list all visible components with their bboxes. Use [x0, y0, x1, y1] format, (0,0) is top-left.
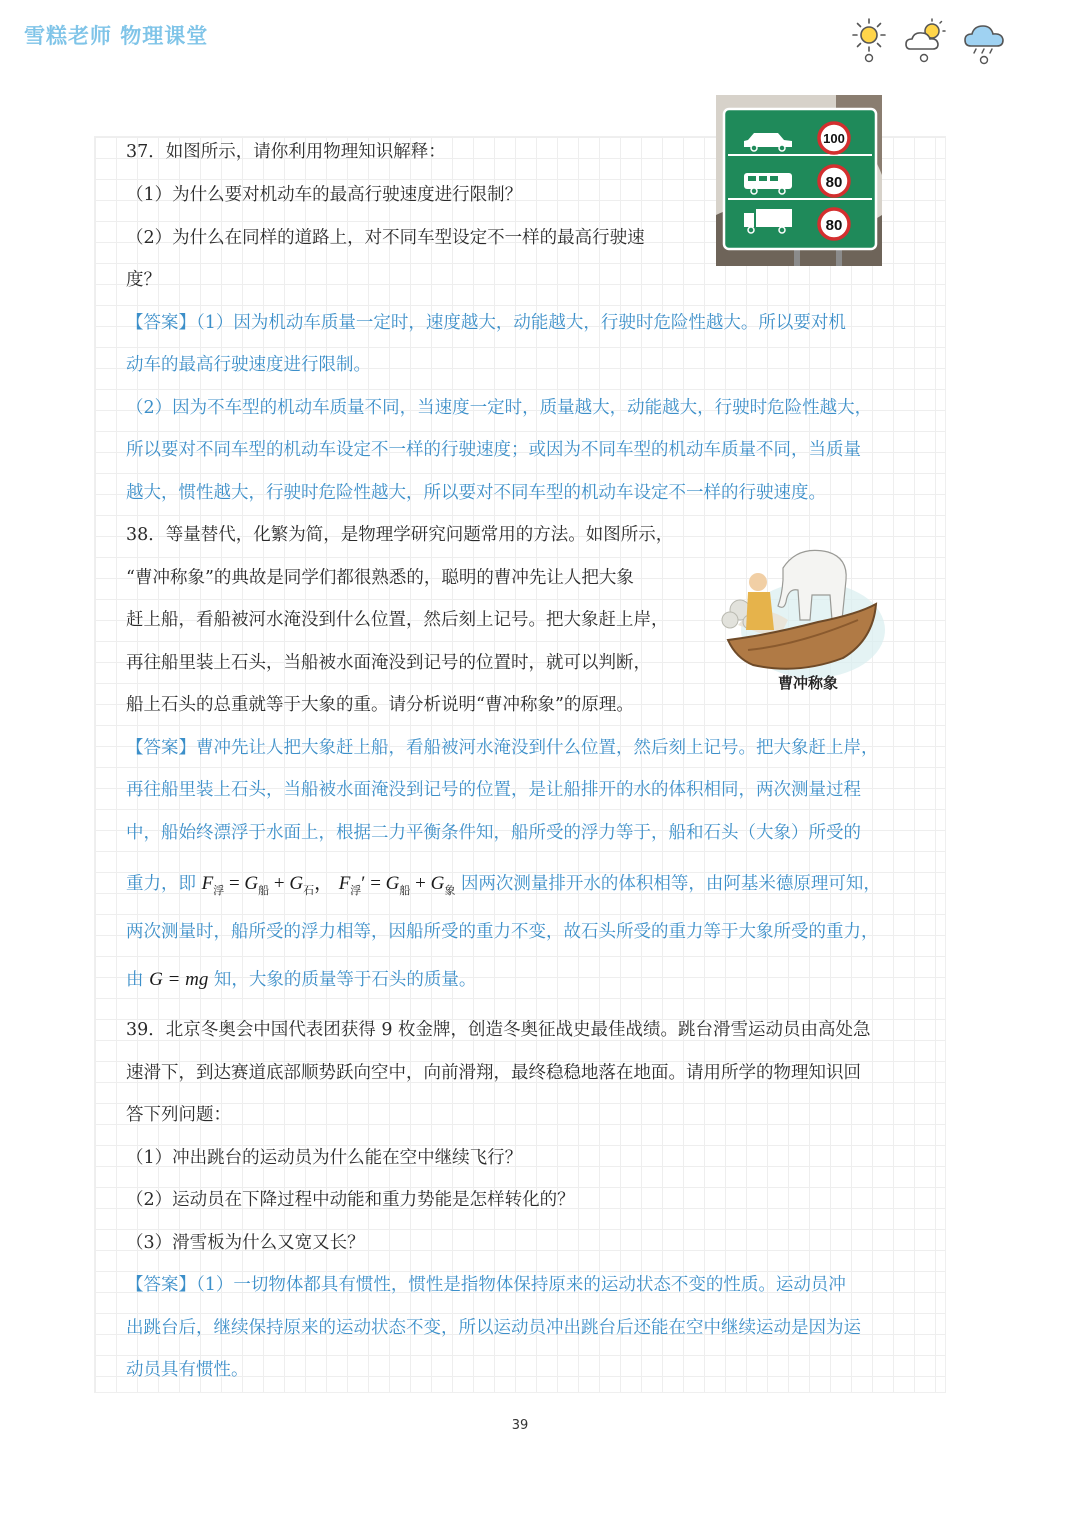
- answer-tag: 【答案】: [126, 313, 196, 333]
- q37-answer-line4: 所以要对不同车型的机动车设定不一样的行驶速度；或因为不同车型的机动车质量不同，当质量: [126, 440, 861, 460]
- answer-tag: 【答案】: [126, 738, 196, 758]
- q38-answer-line5: 两次测量时，船所受的浮力相等，因船所受的重力不变，故石头所受的重力等于大象所受的重力，: [126, 922, 879, 942]
- rainy-cloud-icon: [962, 16, 1010, 66]
- weight-formula: G = mg: [149, 969, 209, 990]
- buoyancy-formula-1: $F_浮 = G_船 + G_石$，: [201, 873, 334, 897]
- speed-limit-3: 80: [825, 217, 843, 234]
- q37-answer-line2: 动车的最高行驶速度进行限制。: [126, 355, 371, 375]
- image-caption: 曹冲称象: [777, 674, 839, 692]
- answer-tag: 【答案】: [126, 1275, 196, 1295]
- q39-answer-line3: 动员具有惯性。: [126, 1360, 249, 1380]
- q39-line3: 答下列问题：: [126, 1105, 231, 1125]
- q39-line2: 速滑下，到达赛道底部顺势跃向空中，向前滑翔，最终稳稳地落在地面。请用所学的物理知识回: [126, 1063, 861, 1083]
- q39-line1: 39．北京冬奥会中国代表团获得 9 枚金牌，创造冬奥征战史最佳战绩。跳台滑雪运动员由高处急: [126, 1020, 871, 1040]
- speed-limit-2: 80: [825, 174, 843, 191]
- page-number: 39: [511, 1418, 529, 1433]
- q38-line3: 赶上船，看船被河水淹没到什么位置，然后刻上记号。把大象赶上岸，: [126, 610, 669, 630]
- q38-answer-line4: 重力，即 $F_浮 = G_船 + G_石$， $F_浮' = G_船 + G_象$ 因两次测量排开水的体积相等，由阿基米德原理可知，: [126, 873, 881, 897]
- q37-stem: 37．如图所示，请你利用物理知识解释：: [126, 142, 446, 162]
- cao-chong-elephant-image: [708, 540, 886, 700]
- q37-sub2-line2: 度？: [126, 270, 161, 290]
- q37-sub2-line1: （2）为什么在同样的道路上，对不同车型设定不一样的最高行驶速: [126, 228, 645, 248]
- sunny-icon: [848, 16, 890, 64]
- q39-sub3: （3）滑雪板为什么又宽又长？: [126, 1233, 365, 1253]
- q39-answer-line2: 出跳台后，继续保持原来的运动状态不变，所以运动员冲出跳台后还能在空中继续运动是因为运: [126, 1318, 861, 1338]
- q37-sub1: （1）为什么要对机动车的最高行驶速度进行限制？: [126, 185, 523, 205]
- q38-answer-line2: 再往船里装上石头，当船被水面淹没到记号的位置，是让船排开的水的体积相同，两次测量过程: [126, 780, 861, 800]
- q38-line1: 38．等量替代，化繁为简，是物理学研究问题常用的方法。如图所示，: [126, 525, 674, 545]
- q37-answer-line1: 【答案】（1）因为机动车质量一定时，速度越大，动能越大，行驶时危险性越大。所以要对机: [126, 313, 846, 333]
- q38-line4: 再往船里装上石头，当船被水面淹没到记号的位置时，就可以判断，: [126, 653, 651, 673]
- q39-answer-line1: 【答案】（1）一切物体都具有惯性，惯性是指物体保持原来的运动状态不变的性质。运动员冲: [126, 1275, 846, 1295]
- speed-limit-sign-image: [716, 95, 882, 266]
- q38-line2: “曹冲称象”的典故是同学们都很熟悉的，聪明的曹冲先让人把大象: [126, 568, 634, 588]
- q37-answer-line3: （2）因为不车型的机动车质量不同，当速度一定时，质量越大，动能越大，行驶时危险性越大，: [126, 398, 873, 418]
- q37-answer-line5: 越大，惯性越大，行驶时危险性越大，所以要对不同车型的机动车设定不一样的行驶速度。: [126, 483, 826, 503]
- speed-limit-1: 100: [823, 131, 845, 146]
- q39-sub2: （2）运动员在下降过程中动能和重力势能是怎样转化的？: [126, 1190, 575, 1210]
- q39-sub1: （1）冲出跳台的运动员为什么能在空中继续飞行？: [126, 1148, 523, 1168]
- q38-line5: 船上石头的总重就等于大象的重。请分析说明“曹冲称象”的原理。: [126, 695, 634, 715]
- q38-answer-line3: 中，船始终漂浮于水面上，根据二力平衡条件知，船所受的浮力等于，船和石头（大象）所受的: [126, 823, 861, 843]
- brand-title: 雪糕老师 物理课堂: [24, 24, 209, 48]
- q38-answer-line6: 由 G = mg 知，大象的质量等于石头的质量。: [126, 969, 477, 990]
- q38-answer-line1: 【答案】曹冲先让人把大象赶上船，看船被河水淹没到什么位置，然后刻上记号。把大象赶上岸，: [126, 738, 879, 758]
- partly-cloudy-icon: [902, 16, 950, 64]
- buoyancy-formula-2: $F_浮' = G_船 + G_象$: [338, 873, 456, 897]
